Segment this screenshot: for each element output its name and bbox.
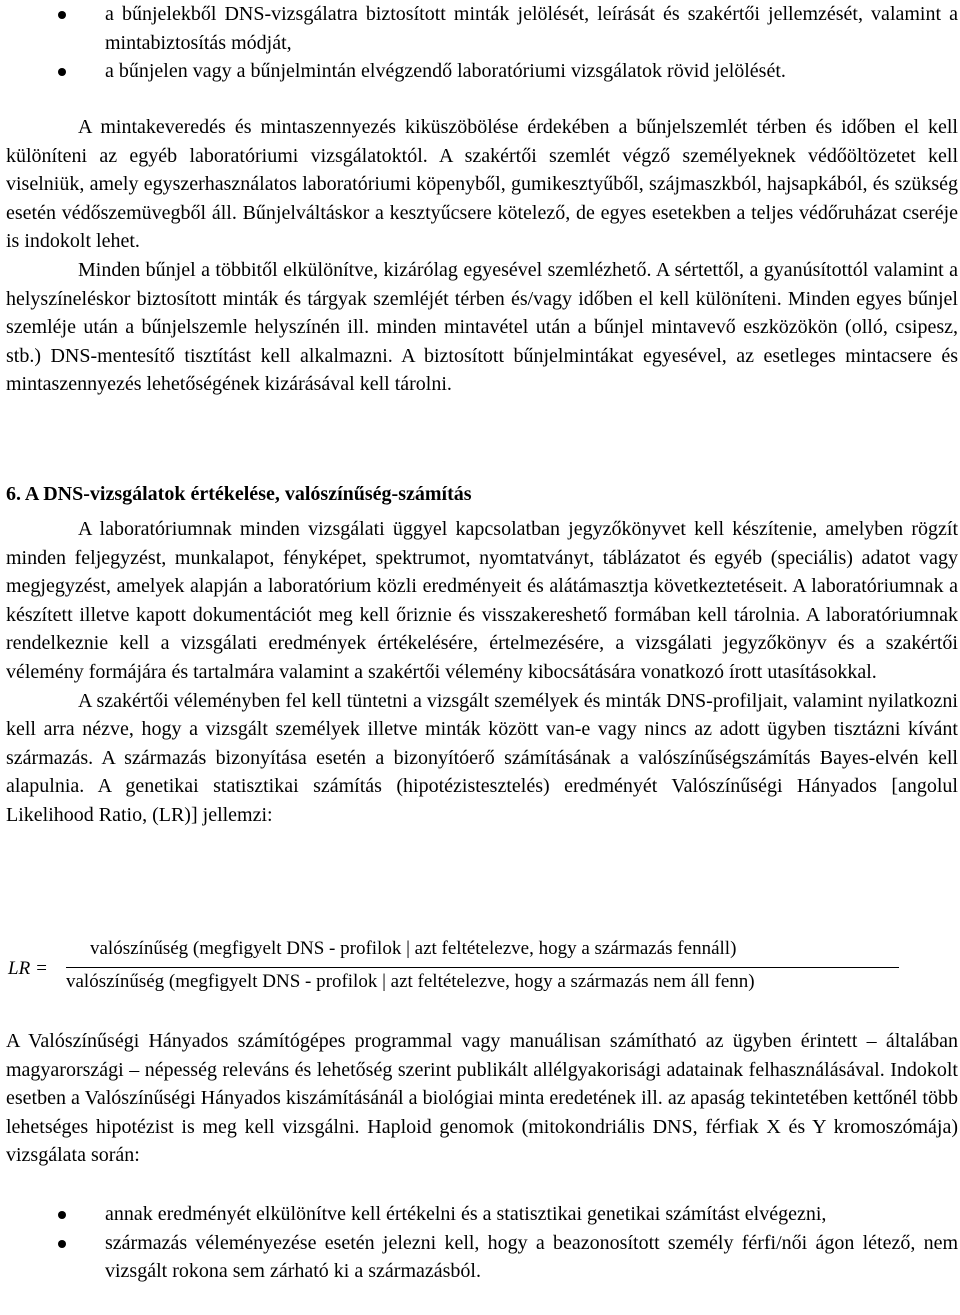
bullet-icon	[58, 1211, 66, 1219]
paragraph: A mintakeveredés és mintaszennyezés kiküszöbölése érdekében a bűnjelszemlét térben és időben el kell különíteni az egyéb laboratóriumi vizsgálatoktól. A szakértői szemlét végző személyeknek védőöltözetet kell viselniük, amely egyszerhasználatos laboratóriumi köpenyből, gumikesztyűből, szájmaszkból, hajsapkából, és szükség esetén védőszemüvegből áll. Bűnjelváltáskor a kesztyűcsere kötelező, de egyes esetekben a teljes védőruházat cseréje is indokolt lehet.	[6, 116, 958, 253]
fraction-bar	[66, 967, 899, 968]
text-block-2	[6, 515, 958, 830]
bullet-text: a bűnjelekből DNS-vizsgálatra biztosított minták jelölését, leírását és szakértői jellemzését, valamint a mintabiztosítás módját,	[105, 3, 958, 54]
paragraph: A szakértői véleményben fel kell tüntetni a vizsgált személyek és minták DNS-profiljait, valamint nyilatkozni kell arra nézve, hogy a vizsgált személyek illetve minták között van-e vagy nincs az adott ügyben tisztázni kívánt származás. A származás bizonyítása esetén a bizonyítóerő számításának a valószínűségszámítás Bayes-elvén kell alapulnia. A genetikai statisztikai számítás (hipotézistesztelés) eredményét Valószínűségi Hányados [angolul Likelihood Ratio, (LR)] jellemzi:	[6, 689, 958, 826]
bullet-text: származás véleményezése esetén jelezni kell, hogy a beazonosított személy férfi/női ágon létező, nem vizsgált rokona sem zárható ki a származásból.	[105, 1231, 958, 1283]
paragraph: A Valószínűségi Hányados számítógépes programmal vagy manuálisan számítható az ügyben érintett – általában magyarországi – népesség releváns és lehetőség szerint publikált allélgyakorisági adatainak felhasználásával. Indokolt esetben a Valószínűségi Hányados kiszámításánál a biológiai minta eredetének ill. az apaság tekintetében kettőnél több lehetséges hipotézist is meg kell vizsgálni. Haploid genomok (mitokondriális DNS, férfiak X és Y kromoszómája) vizsgálata során:	[6, 1030, 958, 1167]
likelihood-ratio-formula	[6, 938, 906, 1008]
bullet-item	[6, 0, 958, 57]
bullet-text: annak eredményét elkülönítve kell értékelni és a statisztikai genetikai számítást elvégezni,	[105, 1203, 827, 1225]
bullet-icon	[58, 68, 66, 76]
bullet-item	[6, 1200, 958, 1229]
formula-numerator: valószínűség (megfigyelt DNS - profilok | azt feltételezve, hogy a származás fennáll)	[90, 938, 737, 959]
formula-denominator: valószínűség (megfigyelt DNS - profilok | azt feltételezve, hogy a származás nem áll fenn)	[66, 971, 755, 992]
paragraph: Minden bűnjel a többitől elkülönítve, kizárólag egyesével szemlézhető. A sértettől, a gyanúsítottól valamint a helyszíneléskor biztosított minták és tárgyak szemléjét térben és/vagy időben el kell különíteni. Minden egyes bűnjel szemléje után a bűnjelszemle helyszínén ill. minden mintavétel után a bűnjel mintavevő eszközökön (olló, csipesz, stb.) DNS-mentesítő tisztítást kell alkalmazni. A biztosított bűnjelmintákat egyesével, az esetleges mintacsere és mintaszennyezés lehetőségének kizárásával kell tárolni.	[6, 258, 958, 396]
section-heading: 6. A DNS-vizsgálatok értékelése, valószínűség-számítás	[6, 483, 472, 505]
formula-lhs: LR =	[8, 958, 47, 979]
bullet-text: a bűnjelen vagy a bűnjelmintán elvégzendő laboratóriumi vizsgálatok rövid jelölését.	[105, 60, 786, 83]
top-bullet-list	[6, 0, 958, 86]
bullet-icon	[58, 11, 66, 19]
bullet-item	[6, 1229, 958, 1286]
paragraph: A laboratóriumnak minden vizsgálati üggyel kapcsolatban jegyzőkönyvet kell készítenie, amelyben rögzít minden feljegyzést, munkalapot, fényképet, spektrumot, nyomtatványt, táblázatot és egyéb (speciális) adatot vagy megjegyzést, amelyek alapján a laboratórium közli eredményeit és alátámasztja következtetéseit. A laboratóriumnak a készített illetve kapott dokumentációt meg kell őriznie és visszakereshető formában kell tárolnia. A laboratóriumnak rendelkeznie kell a vizsgálati eredmények értékelésére, értelmezésére, a vizsgálati jegyzőkönyv és a szakértői vélemény formájára és tartalmára valamint a szakértői vélemény kibocsátására vonatkozó írott utasításokkal.	[6, 518, 958, 683]
text-block-3	[6, 1027, 958, 1170]
bullet-icon	[58, 1240, 66, 1248]
text-block-1	[6, 113, 958, 399]
bullet-item	[6, 57, 958, 86]
bottom-bullet-list	[6, 1200, 958, 1286]
